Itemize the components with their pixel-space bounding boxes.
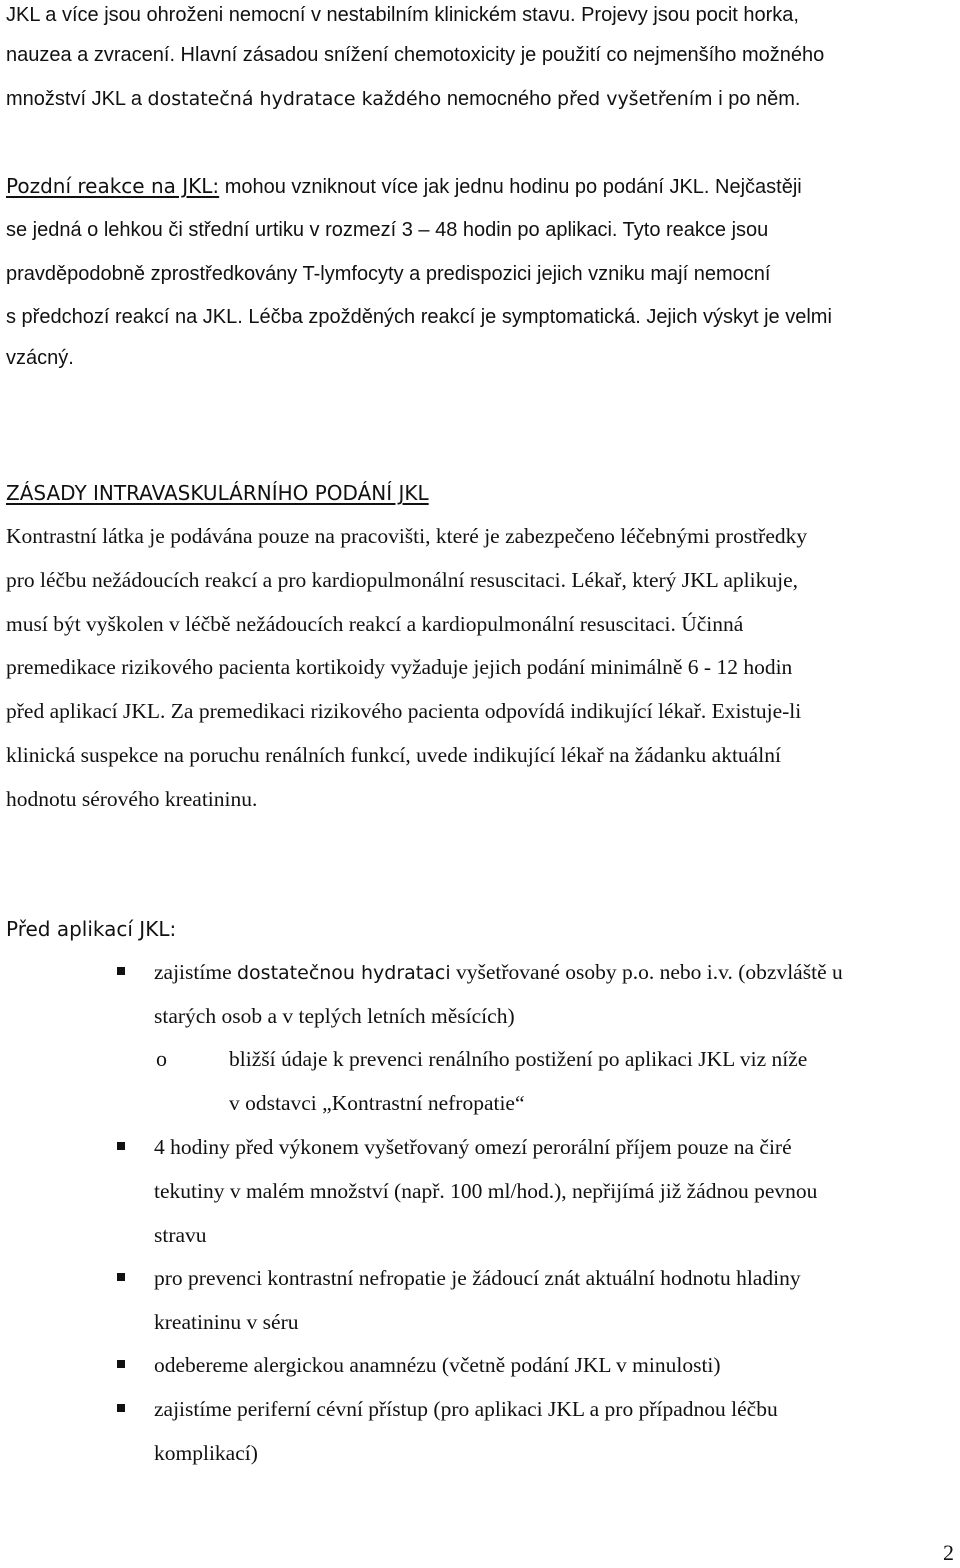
bullet-3-line2: kreatininu v séru [154,1310,299,1334]
para1-line3 [6,84,800,114]
section-line-5: před aplikací JKL. Za premedikaci rizikového pacienta odpovídá indikující lékař. Existuje-li [6,699,802,723]
bullet-2-line1: 4 hodiny před výkonem vyšetřovaný omezí perorální příjem pouze na čiré [154,1135,792,1159]
bullet-3-line1: pro prevenci kontrastní nefropatie je žádoucí znát aktuální hodnotu hladiny [154,1266,801,1290]
para2-line5 [6,321,74,373]
square-bullet-icon [117,1360,125,1368]
para2-line5-text: vzácný. [6,347,74,369]
para2-line4: s předchozí reakcí na JKL. Léčba zpožděných reakcí je symptomatická. Jejich výskyt je velmi [6,306,832,328]
bullet-5-line1: zajistíme periferní cévní přístup (pro aplikaci JKL a pro případnou léčbu [154,1397,778,1421]
bullet-2-line3: stravu [154,1223,207,1247]
para2-line2: se jedná o lehkou či střední urtiku v rozmezí 3 – 48 hodin po aplikaci. Tyto reakce jsou [6,219,769,241]
para2-line3: pravděpodobně zprostředkovány T-lymfocyty a predispozici jejich vzniku mají nemocní [6,263,771,285]
square-bullet-icon [117,1142,125,1150]
bullet-1-a: zajistíme [154,960,237,984]
hydration-emphasis-2: dostatečnou hydrataci [237,962,451,984]
bullet-5-line2: komplikací) [154,1441,258,1465]
sub-bullet-line1: bližší údaje k prevenci renálního postižení po aplikaci JKL viz níže [229,1047,808,1071]
circle-bullet-icon: o [156,1046,167,1071]
section-line-3: musí být vyškolen v léčbě nežádoucích reakcí a kardiopulmonální resuscitaci. Účinná [6,612,744,636]
before-exam-emphasis: před vyšetřením [556,88,713,110]
section-line-2: pro léčbu nežádoucích reakcí a pro kardiopulmonální resuscitaci. Lékař, který JKL aplikuje, [6,568,799,592]
sub-bullet-line2: v odstavci „Kontrastní nefropatie“ [229,1091,525,1115]
bullet-1-line2: starých osob a v teplých letních měsících) [154,1004,515,1028]
hydration-emphasis: dostatečná hydratace každého [147,88,442,110]
para1-line1: JKL a více jsou ohroženi nemocní v nestabilním klinickém stavu. Projevy jsou pocit horka, [6,4,799,26]
bullet-1-line1 [154,957,843,988]
square-bullet-icon [117,967,125,975]
square-bullet-icon [117,1404,125,1412]
before-heading: Před aplikací JKL: [6,917,177,941]
para1-line3-e: i po něm. [712,88,801,110]
section-heading: ZÁSADY INTRAVASKULÁRNÍHO PODÁNÍ JKL [6,481,429,505]
section-line-4: premedikace rizikového pacienta kortikoidy vyžaduje jejich podání minimálně 6 - 12 hodin [6,655,793,679]
section-line-1: Kontrastní látka je podávána pouze na pracovišti, které je zabezpečeno léčebnými prostředky [6,524,808,548]
para1-line3-a: množství JKL a [6,88,148,110]
para2-line1-rest: mohou vzniknout více jak jednu hodinu po podání JKL. Nejčastěji [219,176,802,198]
para2-line1 [6,171,802,202]
bullet-1-c: vyšetřované osoby p.o. nebo i.v. (obzvláště u [450,960,843,984]
bullet-4-line1: odebereme alergickou anamnézu (včetně podání JKL v minulosti) [154,1353,721,1377]
late-reactions-heading: Pozdní reakce na JKL: [6,174,220,198]
para1-line3-c: nemocného [441,88,557,110]
section-line-7: hodnotu sérového kreatininu. [6,787,258,811]
page-number: 2 [943,1540,954,1565]
para1-line2: nauzea a zvracení. Hlavní zásadou snížení chemotoxicity je použití co nejmenšího možného [6,44,825,66]
bullet-2-line2: tekutiny v malém množství (např. 100 ml/hod.), nepřijímá již žádnou pevnou [154,1179,818,1203]
section-line-6: klinická suspekce na poruchu renálních funkcí, uvede indikující lékař na žádanku aktuální [6,743,781,767]
square-bullet-icon [117,1273,125,1281]
